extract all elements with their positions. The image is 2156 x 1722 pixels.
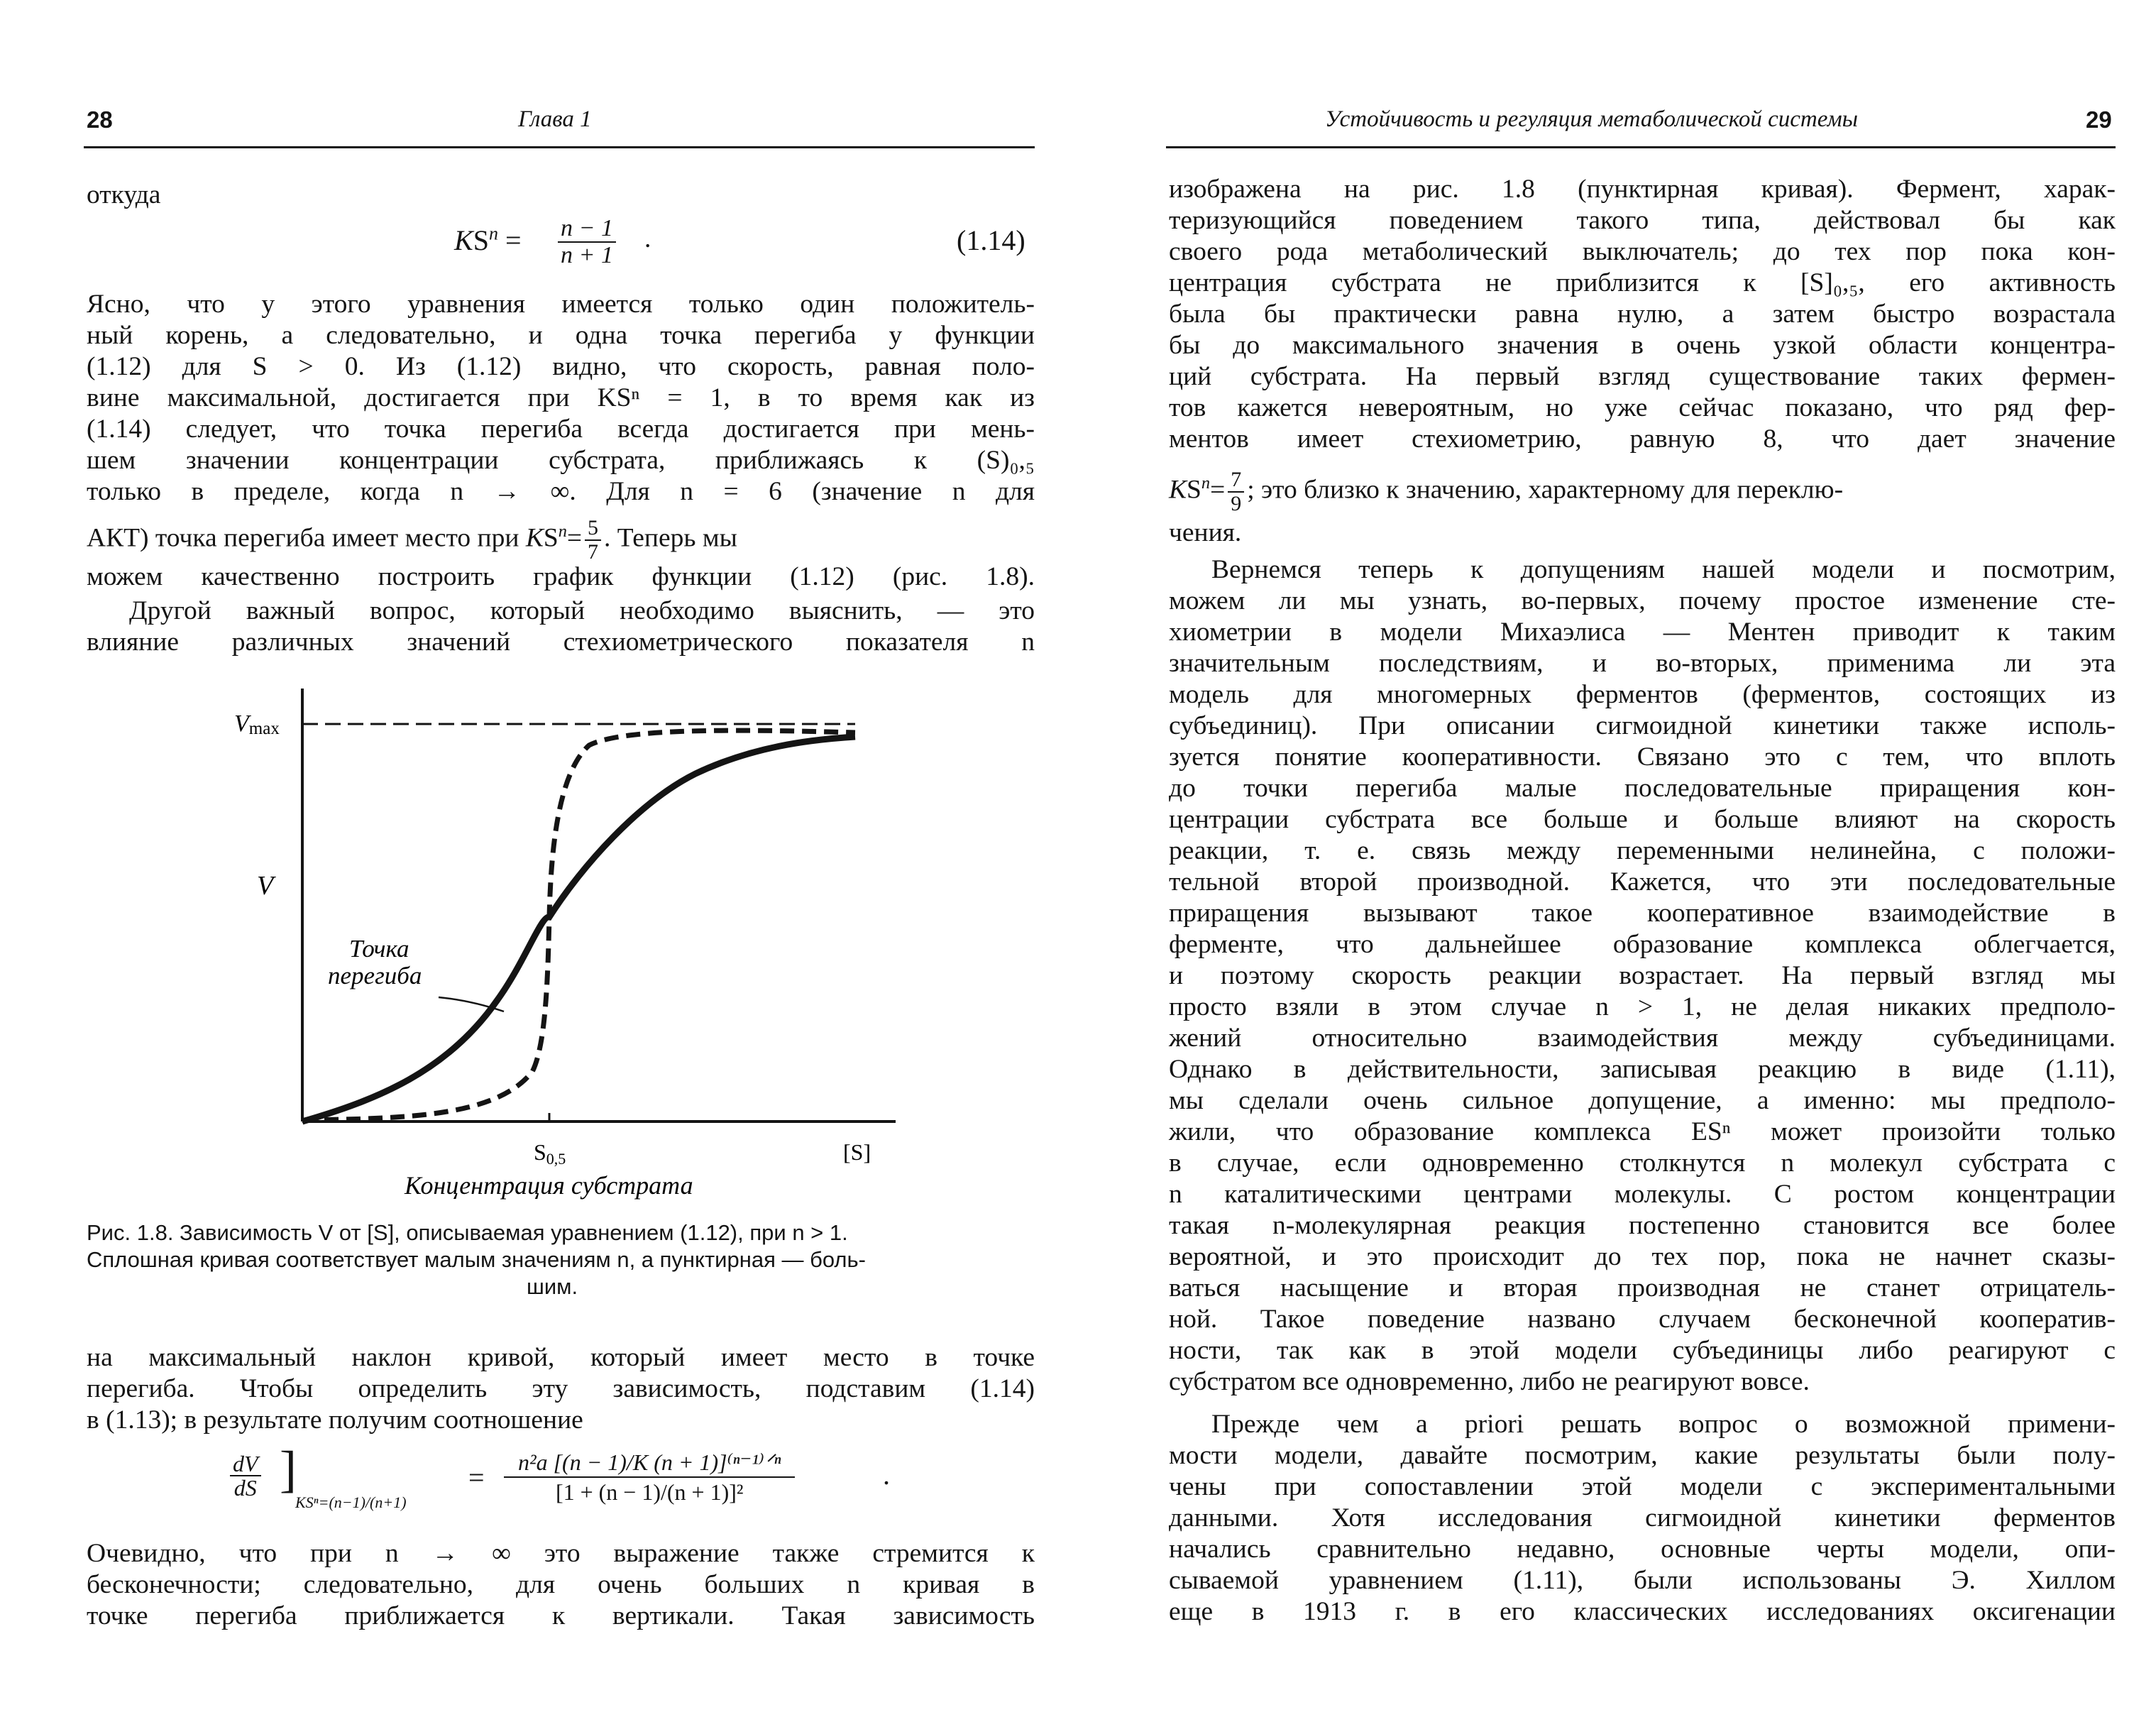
right-p2-line: хиометрии в модели Михаэлиса — Ментен приводит к таким	[1169, 618, 2116, 647]
right-p2-line: такая n-молекулярная реакция постепенно становится все более	[1169, 1211, 2116, 1240]
right-p2-line: тельной второй производной. Кажется, что эти последовательные	[1169, 867, 2116, 896]
left-p1-line: только в пределе, когда n → ∞. Для n = 6 (значение n для	[87, 477, 1035, 506]
eq114-numerator: n − 1	[558, 216, 616, 243]
right-p3-line: еще в 1913 г. в его классических исследованиях оксигенации	[1169, 1597, 2116, 1626]
right-para-2	[1169, 555, 2116, 1407]
right-p1-line10	[1169, 468, 2116, 515]
right-p2-line: просто взяли в этом случае n > 1, не делая никаких предполо-	[1169, 992, 2116, 1021]
left-running-title: Глава 1	[518, 106, 592, 132]
right-p2-line: значительным последствиям, и во-вторых, применима ли эта	[1169, 649, 2116, 678]
eq114-tail: .	[644, 224, 651, 253]
right-p2-line: жили, что образование комплекса ESⁿ может произойти только	[1169, 1117, 2116, 1146]
right-page-number: 29	[2086, 106, 2112, 133]
rp1l10-S: S	[1187, 475, 1201, 505]
eq114-K: K	[454, 224, 473, 256]
left-p2-line: Другой важный вопрос, который необходимо выяснить, — это	[129, 596, 1035, 625]
left-p3-line: на максимальный наклон кривой, который имеет место в точке	[87, 1343, 1035, 1372]
right-p2-line: субстратом все одновременно, либо не реагируют вовсе.	[1169, 1367, 1810, 1396]
eq114-equals: =	[505, 224, 522, 256]
left-para-2	[87, 596, 1035, 660]
eq114-label: (1.14)	[957, 224, 1025, 256]
left-header-rule	[84, 146, 1035, 148]
eq114-n: n	[488, 223, 498, 244]
right-para-3	[1169, 1410, 2116, 1637]
right-p2-line: субъединиц). При описании сигмоидной кинетики также исполь-	[1169, 711, 2116, 740]
left-page-number: 28	[87, 106, 113, 133]
right-p2-line: вероятной, и это происходит до тех пор, пока не начнет сказы-	[1169, 1242, 2116, 1271]
right-p1-line: ций субстрата. На первый взгляд существование таких фермен-	[1169, 362, 2116, 391]
right-p2-line: n каталитическими центрами молекулы. С ростом концентрации	[1169, 1180, 2116, 1209]
rp1l10-n: n	[1201, 473, 1211, 493]
right-p2-line: модель для многомерных ферментов (ферментов, состоящих из	[1169, 680, 2116, 709]
right-p1-line11: чения.	[1169, 518, 1242, 547]
right-p2-line: реакции, т. е. связь между переменными нелинейна, с положи-	[1169, 836, 2116, 865]
deriv-denominator: [1 + (n − 1)/(n + 1)]²	[555, 1479, 744, 1505]
rp1l10-eq: =	[1210, 475, 1226, 505]
left-p1-line: (1.12) для S > 0. Из (1.12) видно, что скорость, равная поло-	[87, 352, 1035, 381]
right-running-title: Устойчивость и регуляция метаболической системы	[1325, 106, 1858, 132]
dashed-curve	[302, 730, 855, 1120]
deriv-dV: dV	[230, 1452, 261, 1476]
p1l8-before: АКТ) точка перегиба имеет место при	[87, 523, 526, 553]
deriv-tail: .	[883, 1459, 890, 1491]
equation-derivative	[227, 1441, 937, 1526]
caption-line: Сплошная кривая соответствует малым значениям n, а пунктирная — боль-	[87, 1247, 866, 1272]
deriv-fraction	[504, 1448, 795, 1506]
deriv-equals: =	[468, 1461, 485, 1493]
right-p3-line: начались сравнительно недавно, основные черты модели, опи-	[1169, 1535, 2116, 1564]
right-header	[1078, 106, 2156, 138]
right-p3-line: мости модели, давайте посмотрим, какие результаты были полу-	[1169, 1441, 2116, 1470]
right-p3-line: чены при сопоставлении этой модели с экспериментальными	[1169, 1472, 2116, 1501]
equation-1-14	[454, 215, 1036, 271]
right-p2-line: ной. Такое поведение названо случаем бесконечной кооператив-	[1169, 1305, 2116, 1334]
left-p1-line8	[87, 517, 1035, 564]
rp1l10-num: 7	[1228, 468, 1244, 493]
intro-word: откуда	[87, 180, 161, 209]
solid-curve	[302, 737, 855, 1122]
left-p4-line: Очевидно, что при n → ∞ это выражение также стремится к	[87, 1539, 1035, 1568]
caption-line: Рис. 1.8. Зависимость V от [S], описываемая уравнением (1.12), при n > 1.	[87, 1220, 848, 1245]
left-p1-line: Ясно, что у этого уравнения имеется только один положитель-	[87, 290, 1035, 319]
right-p3-line: сываемой уравнением (1.11), были использованы Э. Хиллом	[1169, 1566, 2116, 1595]
rp1l10-fraction	[1228, 468, 1244, 515]
right-p2-line: можем ли мы узнать, во-первых, почему простое изменение сте-	[1169, 586, 2116, 615]
p1l8-num: 5	[585, 517, 601, 541]
right-p1-line: изображена на рис. 1.8 (пунктирная кривая). Фермент, харак-	[1169, 175, 2116, 204]
right-p1-line: своего рода метаболический выключатель; до тех пор пока кон-	[1169, 237, 2116, 266]
p1l8-n: n	[558, 522, 567, 542]
s-axis-label: [S]	[843, 1139, 871, 1165]
left-p3-line: в (1.13); в результате получим соотношение	[87, 1405, 583, 1435]
rp1l10-den: 9	[1231, 492, 1242, 515]
p1l8-S: S	[543, 523, 559, 553]
inflection-label-2: перегиба	[328, 962, 422, 989]
left-para-4	[87, 1539, 1035, 1638]
right-p3-line: данными. Хотя исследования сигмоидной кинетики ферментов	[1169, 1503, 2116, 1532]
right-page	[1078, 0, 2156, 1722]
left-p1-line: шем значении концентрации субстрата, приближаясь к (S)₀,₅	[87, 446, 1035, 475]
left-para-1	[87, 290, 1035, 630]
right-p1-line: ментов имеет стехиометрию, равную 8, что дает значение	[1169, 424, 2116, 454]
right-p2-line: ферменте, что дальнейшее образование комплекса облегчается,	[1169, 930, 2116, 959]
y-axis-label: V	[257, 871, 274, 901]
right-p3-line: Прежде чем a priori решать вопрос о возможной примени-	[1211, 1410, 2116, 1439]
right-p2-line: ности, так как в этой модели субъединицы либо реагируют с	[1169, 1336, 2116, 1365]
right-p2-line: и поэтому скорость реакции возрастает. На первый взгляд мы	[1169, 961, 2116, 990]
deriv-subscript: KSⁿ=(n−1)/(n+1)	[295, 1493, 407, 1511]
right-p1-line: тов кажется невероятным, но уже сейчас показано, что ряд фер-	[1169, 393, 2116, 422]
right-p2-line: ваться насыщение и вторая производная не станет отрицатель-	[1169, 1273, 2116, 1303]
eq114-denominator: n + 1	[561, 242, 613, 268]
deriv-numerator: n²a [(n − 1)/K (n + 1)]⁽ⁿ⁻¹⁾ᐟⁿ	[504, 1448, 795, 1478]
left-header	[0, 106, 1078, 138]
right-p2-line: до точки перегиба малые последовательные приращения кон-	[1169, 774, 2116, 803]
rp1l10-after: ; это близко к значению, характерному для переклю-	[1247, 475, 1844, 505]
right-p2-line: приращения вызывают такое кооперативное взаимодействие в	[1169, 899, 2116, 928]
right-p2-line: Однако в действительности, записывая реакцию в виде (1.11),	[1169, 1055, 2116, 1084]
p1l8-eq: =	[566, 523, 583, 553]
figure-caption	[87, 1219, 1035, 1305]
left-p4-line: бесконечности; следовательно, для очень больших n кривая в	[87, 1570, 1035, 1599]
vmax-sub: max	[248, 719, 280, 738]
caption-line: шим.	[527, 1274, 578, 1299]
right-p2-line: Вернемся теперь к допущениям нашей модели и посмотрим,	[1211, 555, 2116, 584]
p1l8-after: . Теперь мы	[604, 523, 737, 553]
left-p1-line9: можем качественно построить график функции (1.12) (рис. 1.8).	[87, 562, 1035, 591]
p1l8-K: K	[525, 523, 544, 553]
right-para-1	[1169, 175, 2116, 558]
right-p1-line: была бы практически равна нулю, а затем быстро возрастала	[1169, 300, 2116, 329]
right-p2-line: центрации субстрата все больше и больше влияют на скорость	[1169, 805, 2116, 834]
eq114-S: S	[473, 224, 489, 256]
deriv-dVdS	[230, 1452, 261, 1499]
inflection-label-1: Точка	[349, 935, 409, 963]
right-p2-line: мы сделали очень сильное допущение, а именно: мы предполо-	[1169, 1086, 2116, 1115]
p1l8-fraction	[585, 517, 601, 564]
right-header-rule	[1166, 146, 2116, 148]
right-p1-line: бы до максимального значения в очень узкой области концентра-	[1169, 331, 2116, 360]
right-p2-line: жений относительно взаимодействия между субъединицами.	[1169, 1024, 2116, 1053]
left-p3-line: перегиба. Чтобы определить эту зависимость, подставим (1.14)	[87, 1374, 1035, 1403]
left-p2-line: влияние различных значений стехиометрического показателя n	[87, 627, 1035, 657]
p1l8-den: 7	[588, 540, 599, 564]
left-p4-line: точке перегиба приближается к вертикали. Такая зависимость	[87, 1601, 1035, 1630]
deriv-bracket: ]	[280, 1441, 297, 1498]
right-p1-line: теризующийся поведением такого типа, действовал бы как	[1169, 206, 2116, 235]
s05-label: S0,5	[534, 1139, 566, 1168]
right-p2-line: зуется понятие кооперативности. Связано это с тем, что вплоть	[1169, 742, 2116, 772]
right-p2-line: в случае, если одновременно столкнутся n молекул субстрата с	[1169, 1148, 2116, 1178]
deriv-dS: dS	[233, 1475, 257, 1501]
figure-1-8	[213, 674, 908, 1207]
vmax-label: Vmax	[234, 711, 280, 738]
eq114-fraction	[558, 216, 616, 268]
left-p1-line: вине максимальной, достигается при KSⁿ = 1, в то время как из	[87, 383, 1035, 412]
rp1l10-K: K	[1169, 475, 1187, 505]
left-p1-line: (1.14) следует, что точка перегиба всегда достигается при мень-	[87, 415, 1035, 444]
x-axis-title: Концентрация субстрата	[405, 1171, 693, 1200]
right-p1-line: центрация субстрата не приблизится к [S]₀,₅, его активность	[1169, 268, 2116, 297]
left-para-3	[87, 1343, 1035, 1442]
left-p1-line: ный корень, а следовательно, и одна точка перегиба у функции	[87, 321, 1035, 350]
